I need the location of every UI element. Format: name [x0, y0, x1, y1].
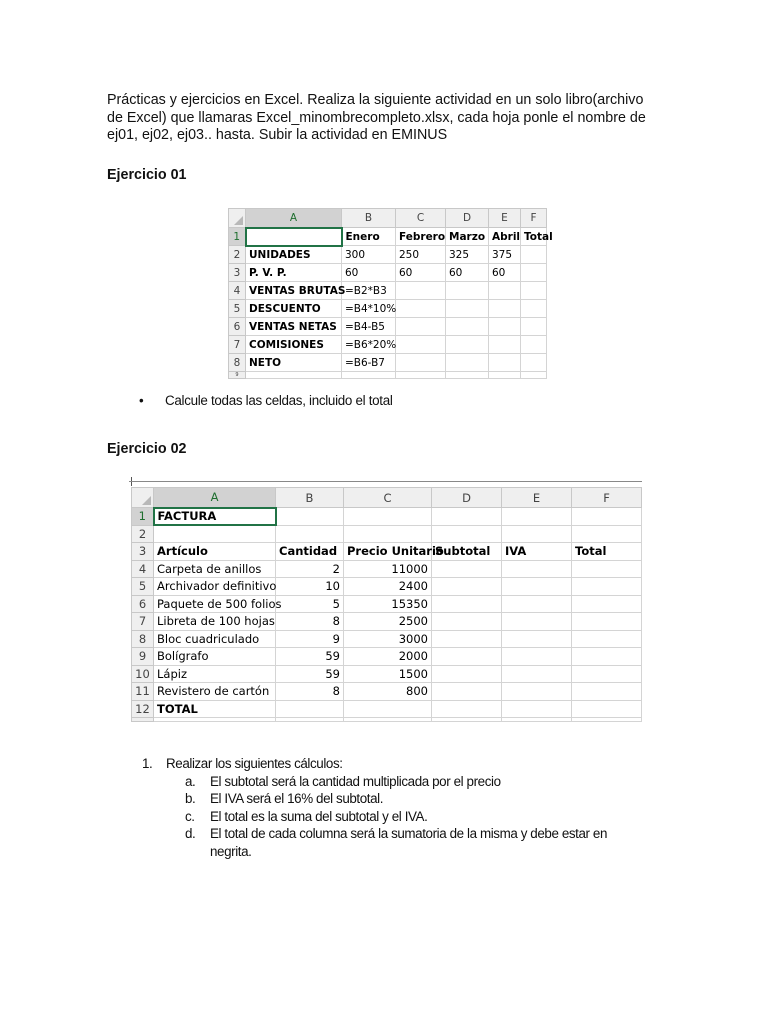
table-cell: Abril	[489, 228, 521, 246]
column-header: B	[342, 209, 396, 228]
list-item	[142, 755, 642, 860]
table-cell: =B6-B7	[342, 354, 396, 372]
table-cell	[521, 300, 547, 318]
table-cell: COMISIONES	[246, 336, 342, 354]
table-row	[132, 630, 642, 648]
table-cell: 1500	[344, 665, 432, 683]
column-header: A	[246, 209, 342, 228]
row-number: 10	[132, 665, 154, 683]
divider	[129, 481, 642, 482]
table-cell: =B4*10%	[342, 300, 396, 318]
column-header: F	[521, 209, 547, 228]
table-cell: 8	[276, 683, 344, 701]
table-cell	[489, 300, 521, 318]
select-all-corner	[229, 209, 246, 228]
table-cell: 375	[489, 246, 521, 264]
row-number: 5	[132, 578, 154, 596]
ejercicio-01-notes	[139, 393, 393, 408]
ejercicio-02-instructions	[142, 755, 642, 860]
table-cell	[396, 372, 446, 379]
table-cell	[432, 525, 502, 543]
table-row	[229, 372, 547, 379]
table-cell: Precio Unitario	[344, 543, 432, 561]
table-cell	[432, 613, 502, 631]
row-number: 9	[229, 372, 246, 379]
table-cell: TOTAL	[154, 700, 276, 718]
table-row	[229, 336, 547, 354]
table-cell	[521, 264, 547, 282]
table-cell	[502, 613, 572, 631]
table-cell	[246, 228, 342, 246]
table-cell	[489, 354, 521, 372]
table-cell	[572, 560, 642, 578]
table-cell	[489, 372, 521, 379]
table-cell: 8	[276, 613, 344, 631]
table-cell: Enero	[342, 228, 396, 246]
column-header: C	[344, 488, 432, 508]
table-cell: Total	[572, 543, 642, 561]
table-cell	[502, 648, 572, 666]
table-cell	[432, 508, 502, 526]
table-cell	[502, 700, 572, 718]
table-row	[132, 543, 642, 561]
row-number: 1	[132, 508, 154, 526]
table-cell	[154, 525, 276, 543]
row-number: 12	[132, 700, 154, 718]
table-row	[229, 264, 547, 282]
table-row	[132, 683, 642, 701]
table-cell	[396, 300, 446, 318]
table-cell: 325	[446, 246, 489, 264]
table-cell	[446, 318, 489, 336]
table-cell: 15350	[344, 595, 432, 613]
table-cell	[572, 595, 642, 613]
table-cell: Febrero	[396, 228, 446, 246]
table-cell: Bolígrafo	[154, 648, 276, 666]
row-number: 3	[229, 264, 246, 282]
table-cell	[396, 336, 446, 354]
table-cell	[521, 354, 547, 372]
table-cell: 2500	[344, 613, 432, 631]
list-item-text: El total de cada columna será la sumatoria de la misma y debe estar en negrita.	[210, 826, 608, 859]
table-cell: VENTAS NETAS	[246, 318, 342, 336]
table-cell	[344, 525, 432, 543]
table-cell: =B4-B5	[342, 318, 396, 336]
column-header: C	[396, 209, 446, 228]
table-cell	[572, 525, 642, 543]
row-number: 7	[229, 336, 246, 354]
table-cell	[502, 683, 572, 701]
row-number: 1	[229, 228, 246, 246]
table-cell: 59	[276, 648, 344, 666]
row-number: 4	[229, 282, 246, 300]
list-item	[185, 825, 642, 860]
list-item	[185, 773, 642, 791]
table-cell	[572, 508, 642, 526]
list-letter: b.	[185, 791, 196, 806]
table-cell	[572, 648, 642, 666]
table-cell	[572, 665, 642, 683]
table-cell: P. V. P.	[246, 264, 342, 282]
table-row	[229, 354, 547, 372]
list-item: • Calcule todas las celdas, incluido el total	[139, 393, 393, 408]
ejercicio-01-spreadsheet	[228, 208, 553, 379]
table-row	[132, 560, 642, 578]
list-number: 1.	[142, 756, 153, 771]
column-header: D	[446, 209, 489, 228]
row-number: 7	[132, 613, 154, 631]
table-cell	[446, 300, 489, 318]
column-header: E	[489, 209, 521, 228]
table-cell	[432, 578, 502, 596]
table-cell: 60	[396, 264, 446, 282]
table-cell	[396, 282, 446, 300]
ejercicio-01-heading: Ejercicio 01	[107, 167, 187, 183]
table-cell: Libreta de 100 hojas	[154, 613, 276, 631]
table-cell	[344, 508, 432, 526]
table-cell	[432, 648, 502, 666]
table-cell	[276, 700, 344, 718]
table-cell: 250	[396, 246, 446, 264]
table-cell	[502, 560, 572, 578]
column-header-row	[229, 209, 547, 228]
table-cell	[521, 246, 547, 264]
table-cell: 2000	[344, 648, 432, 666]
sub-list	[142, 773, 642, 861]
table-cell: VENTAS BRUTAS	[246, 282, 342, 300]
table-cell: 2400	[344, 578, 432, 596]
table-row	[229, 300, 547, 318]
table-cell: Paquete de 500 folios	[154, 595, 276, 613]
column-header: E	[502, 488, 572, 508]
table-cell: 9	[276, 630, 344, 648]
row-number: 2	[229, 246, 246, 264]
table-cell	[396, 318, 446, 336]
table-cell: Carpeta de anillos	[154, 560, 276, 578]
list-letter: c.	[185, 808, 195, 824]
table-cell: Archivador definitivo	[154, 578, 276, 596]
table-cell	[446, 282, 489, 300]
table-cell	[572, 578, 642, 596]
table-row	[132, 648, 642, 666]
table-cell	[572, 700, 642, 718]
table-cell: 10	[276, 578, 344, 596]
row-number: 4	[132, 560, 154, 578]
table-cell: 300	[342, 246, 396, 264]
table-cell: =B6*20%	[342, 336, 396, 354]
table-cell: 60	[446, 264, 489, 282]
table-cell	[432, 700, 502, 718]
table-cell	[246, 372, 342, 379]
table-cell	[489, 336, 521, 354]
table-cell	[432, 665, 502, 683]
list-item-text: El subtotal será la cantidad multiplicada por el precio	[210, 773, 501, 789]
table-cell	[502, 508, 572, 526]
table-cell: Lápiz	[154, 665, 276, 683]
table-cell	[489, 318, 521, 336]
table-cell: Marzo	[446, 228, 489, 246]
table-cell	[502, 665, 572, 683]
table-cell: 3000	[344, 630, 432, 648]
intro-paragraph: Prácticas y ejercicios en Excel. Realiza la siguiente actividad en un solo libro(archivo de Excel) que llamaras Excel_minombrecompleto.xlsx, cada hoja ponle el nombre de ej01, ej02, ej03.. hasta. Subir la actividad en EMINUS	[107, 92, 646, 144]
table-cell	[432, 683, 502, 701]
table-cell	[521, 282, 547, 300]
table-cell	[521, 318, 547, 336]
list-item	[185, 790, 642, 808]
list-item	[185, 808, 642, 826]
table-cell: IVA	[502, 543, 572, 561]
table-row	[132, 700, 642, 718]
table-cell: 60	[342, 264, 396, 282]
table-cell	[502, 578, 572, 596]
table-cell: Subtotal	[432, 543, 502, 561]
table-cell: 800	[344, 683, 432, 701]
row-number: 5	[229, 300, 246, 318]
row-number: 6	[132, 595, 154, 613]
table-row	[229, 228, 547, 246]
table-cell: 5	[276, 595, 344, 613]
list-letter: a.	[185, 773, 196, 789]
table-row	[229, 282, 547, 300]
ejercicio-02-spreadsheet	[131, 487, 642, 722]
row-number: 9	[132, 648, 154, 666]
select-all-corner	[132, 488, 154, 508]
row-number: 8	[229, 354, 246, 372]
table-cell	[572, 630, 642, 648]
table-cell	[446, 336, 489, 354]
table-cell: Cantidad	[276, 543, 344, 561]
table-cell	[446, 372, 489, 379]
table-cell	[446, 354, 489, 372]
table-cell: UNIDADES	[246, 246, 342, 264]
column-header: A	[154, 488, 276, 508]
row-number: 6	[229, 318, 246, 336]
table-row	[229, 246, 547, 264]
table-cell	[432, 595, 502, 613]
table-cell: 11000	[344, 560, 432, 578]
table-cell	[572, 683, 642, 701]
row-number: 3	[132, 543, 154, 561]
table-cell	[276, 525, 344, 543]
table-row	[132, 508, 642, 526]
table-cell: Total	[521, 228, 547, 246]
list-item-text: El total es la suma del subtotal y el IVA.	[210, 808, 428, 824]
table-cell	[432, 630, 502, 648]
table-row	[132, 595, 642, 613]
list-item-text: Realizar los siguientes cálculos:	[166, 756, 343, 771]
column-header: F	[572, 488, 642, 508]
row-number: 8	[132, 630, 154, 648]
table-cell	[489, 282, 521, 300]
table-cell	[502, 525, 572, 543]
list-letter: d.	[185, 826, 196, 841]
table-row	[132, 525, 642, 543]
table-cell: DESCUENTO	[246, 300, 342, 318]
table-cell: Artículo	[154, 543, 276, 561]
table-cell: Bloc cuadriculado	[154, 630, 276, 648]
table-cell: FACTURA	[154, 508, 276, 526]
list-item-text: El IVA será el 16% del subtotal.	[210, 791, 384, 806]
table-cell: 59	[276, 665, 344, 683]
table-row	[132, 665, 642, 683]
table-cell	[502, 595, 572, 613]
table-cell	[572, 613, 642, 631]
ejercicio-02-heading: Ejercicio 02	[107, 441, 187, 457]
row-number: 2	[132, 525, 154, 543]
table-row	[132, 613, 642, 631]
column-header: D	[432, 488, 502, 508]
table-row	[229, 318, 547, 336]
column-header-row	[132, 488, 642, 508]
row-number: 11	[132, 683, 154, 701]
table-cell: NETO	[246, 354, 342, 372]
table-cell: 2	[276, 560, 344, 578]
table-cell: =B2*B3	[342, 282, 396, 300]
table-cell	[344, 700, 432, 718]
table-cell	[396, 354, 446, 372]
table-cell: Revistero de cartón	[154, 683, 276, 701]
table-row	[132, 718, 642, 722]
table-cell	[276, 508, 344, 526]
column-header: B	[276, 488, 344, 508]
table-cell	[342, 372, 396, 379]
table-cell	[521, 372, 547, 379]
table-cell: 60	[489, 264, 521, 282]
table-cell	[502, 630, 572, 648]
table-cell	[432, 560, 502, 578]
table-cell	[521, 336, 547, 354]
table-row	[132, 578, 642, 596]
